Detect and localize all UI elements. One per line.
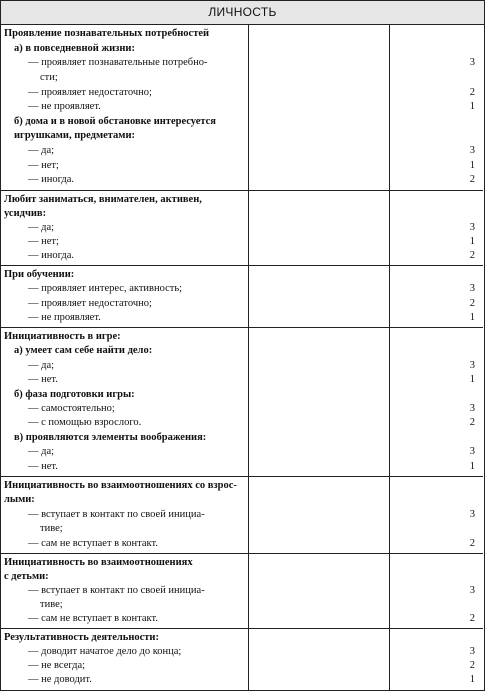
score-value: 2 — [469, 417, 475, 429]
criterion-option: тиве; — [40, 599, 63, 610]
criterion-option: — иногда. — [28, 174, 75, 186]
score-value: 1 — [469, 236, 475, 247]
criterion-heading: в) проявляются элементы воображения: — [14, 431, 207, 443]
criterion-option: — нет. — [28, 460, 58, 472]
table-title: ЛИЧНОСТЬ — [1, 1, 484, 25]
row-divider — [0, 628, 483, 629]
criterion-option: — нет; — [28, 236, 59, 247]
criterion-option: — проявляет интерес, активность; — [28, 283, 183, 295]
criterion-option: — вступает в контакт по своей инициа- — [28, 585, 205, 596]
score-value: 2 — [469, 660, 475, 671]
criterion-heading: Инициативность в игре: — [4, 331, 121, 342]
criterion-option: — да; — [28, 145, 55, 157]
row-divider — [0, 553, 483, 554]
row-divider — [0, 327, 483, 328]
criterion-option: — не всегда; — [28, 660, 86, 671]
criterion-heading: б) фаза подготовки игры: — [14, 388, 135, 400]
criterion-option: — сам не вступает в контакт. — [28, 613, 158, 624]
criterion-heading: Инициативность во взаимоотношениях — [4, 557, 193, 568]
criterion-heading: Любит заниматься, внимателен, активен, — [4, 194, 202, 205]
score-value: 3 — [469, 222, 475, 233]
criterion-option: тиве; — [40, 523, 63, 535]
score-value: 3 — [469, 446, 475, 458]
criterion-heading: Проявление познавательных потребностей — [4, 28, 210, 39]
score-value: 3 — [469, 403, 475, 414]
criterion-option: — не проявляет. — [28, 311, 101, 323]
criterion-heading: При обучении: — [4, 269, 75, 280]
score-value: 3 — [469, 508, 475, 520]
criterion-option: — с помощью взрослого. — [28, 417, 142, 429]
score-value: 3 — [469, 359, 475, 371]
criterion-heading: а) умеет сам себе найти дело: — [14, 345, 153, 357]
column-divider-2 — [389, 25, 390, 690]
criterion-option: — доводит начатое дело до конца; — [28, 646, 182, 657]
score-value: 3 — [469, 646, 475, 657]
score-value: 3 — [469, 57, 475, 69]
score-value: 2 — [469, 297, 475, 309]
criterion-heading: усидчив: — [4, 208, 47, 219]
score-value: 1 — [469, 374, 475, 386]
criterion-option: — не доводит. — [28, 674, 92, 685]
score-value: 1 — [469, 101, 475, 113]
score-value: 1 — [469, 460, 475, 472]
score-value: 3 — [469, 585, 475, 596]
criterion-heading: Результативность деятельности: — [4, 632, 159, 643]
criterion-heading: Инициативность во взаимоотношениях со взрос- — [4, 480, 237, 491]
score-value: 2 — [469, 174, 475, 186]
score-value: 3 — [469, 283, 475, 295]
criterion-option: — нет; — [28, 159, 59, 171]
score-value: 1 — [469, 311, 475, 323]
criterion-option: — вступает в контакт по своей инициа- — [28, 508, 205, 520]
score-value: 2 — [469, 250, 475, 261]
criterion-option: — проявляет недостаточно; — [28, 86, 152, 98]
score-value: 1 — [469, 159, 475, 171]
criterion-option: — проявляет познавательные потребно- — [28, 57, 208, 69]
criterion-option: — да; — [28, 222, 55, 233]
score-value: 3 — [469, 145, 475, 157]
criterion-heading: а) в повседневной жизни: — [14, 42, 135, 54]
score-value: 2 — [469, 86, 475, 98]
criterion-option: — да; — [28, 446, 55, 458]
criterion-option: — не проявляет. — [28, 101, 101, 113]
score-value: 1 — [469, 674, 475, 685]
row-divider — [0, 265, 483, 266]
criterion-heading: игрушками, предметами: — [14, 130, 135, 142]
criterion-option: сти; — [40, 71, 58, 83]
criterion-option: — да; — [28, 359, 55, 371]
row-divider — [0, 190, 483, 191]
criterion-heading: б) дома и в новой обстановке интересуется — [14, 115, 216, 127]
score-value: 2 — [469, 537, 475, 549]
column-divider-1 — [248, 25, 249, 690]
criterion-option: — самостоятельно; — [28, 403, 115, 414]
criterion-option: — сам не вступает в контакт. — [28, 537, 158, 549]
score-value: 2 — [469, 613, 475, 624]
criterion-option: — проявляет недостаточно; — [28, 297, 152, 309]
criterion-option: — иногда. — [28, 250, 75, 261]
criterion-heading: лыми: — [4, 494, 35, 506]
criterion-option: — нет. — [28, 374, 58, 386]
row-divider — [0, 476, 483, 477]
criterion-heading: с детьми: — [4, 571, 49, 582]
